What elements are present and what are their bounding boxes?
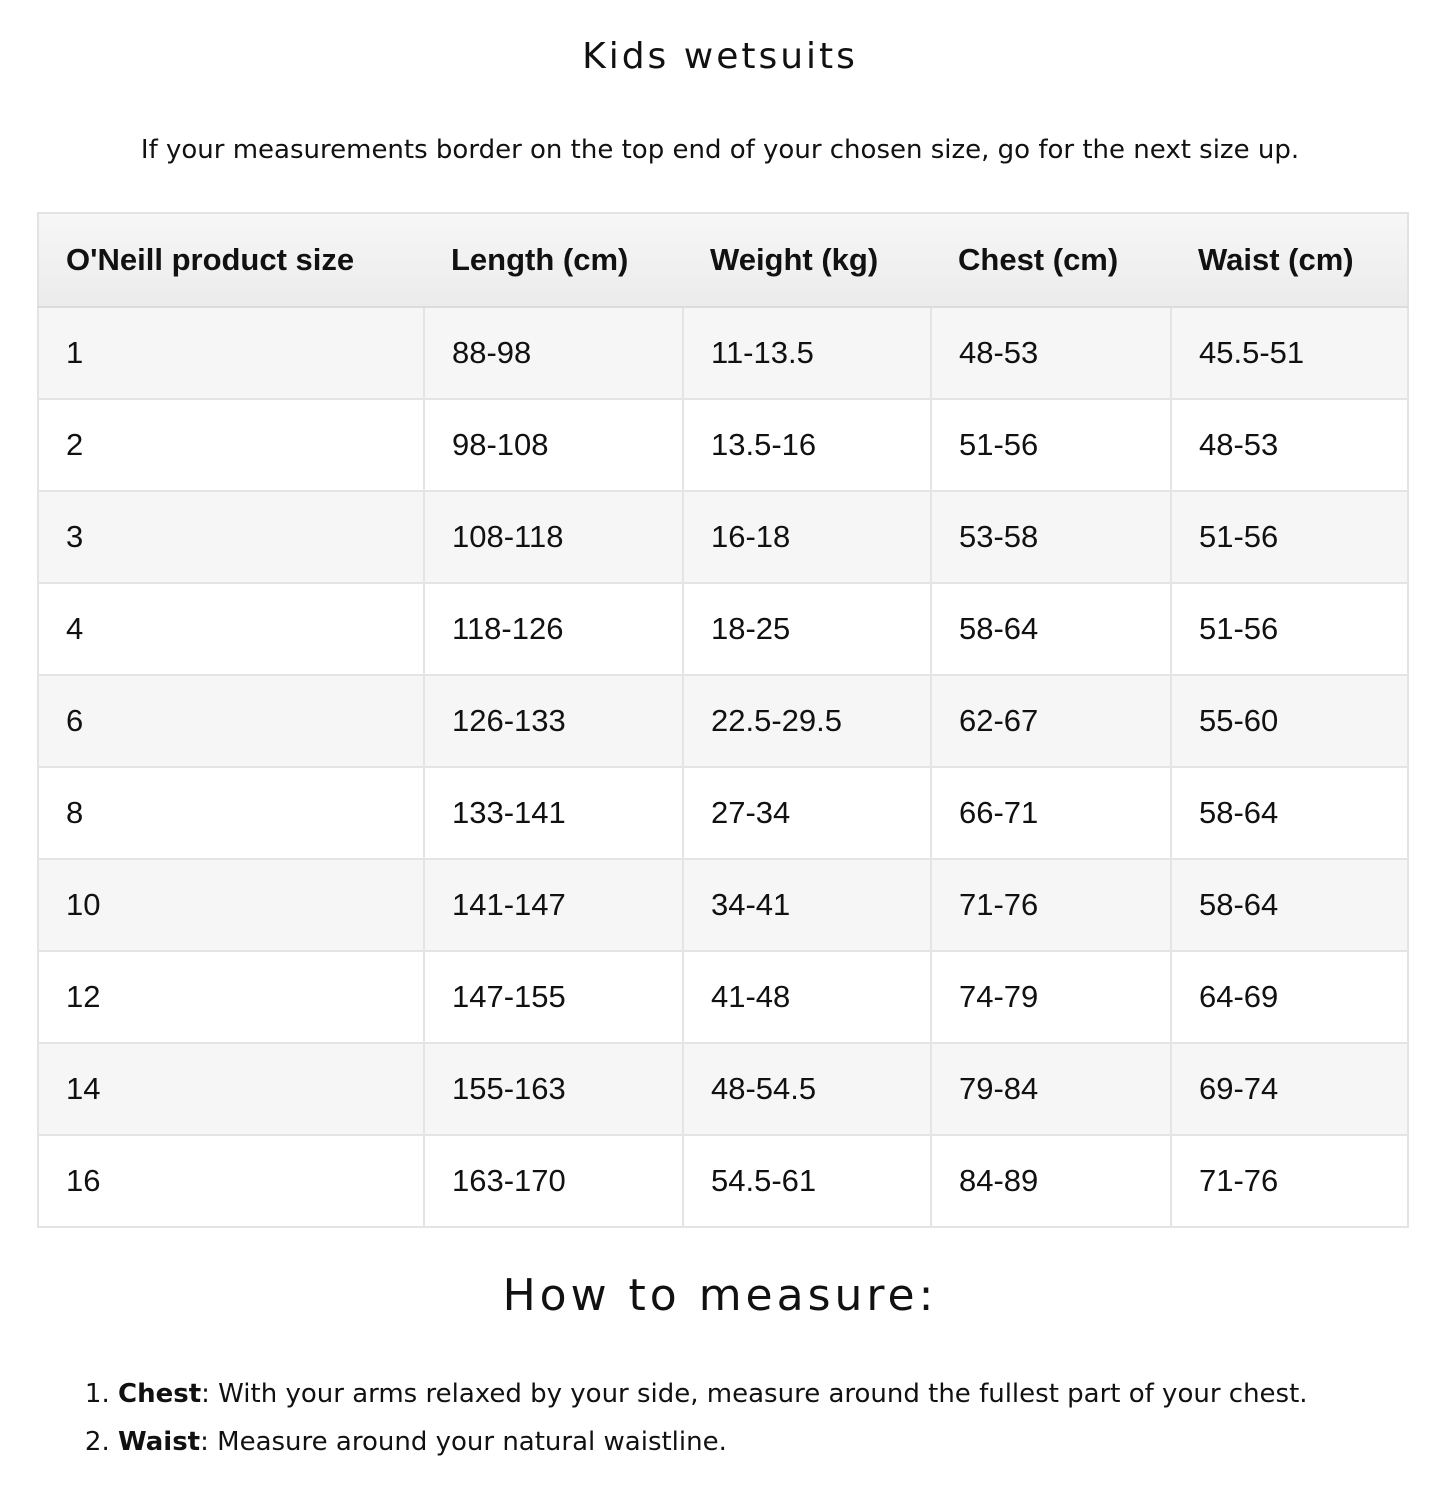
cell-length: 126-133: [424, 675, 683, 767]
cell-waist: 69-74: [1171, 1043, 1408, 1135]
cell-size: 4: [38, 583, 424, 675]
cell-size: 6: [38, 675, 424, 767]
page-title: Kids wetsuits: [582, 36, 858, 77]
size-chart-table: [37, 212, 1409, 1228]
measurement-instructions-list: [0, 1370, 1418, 1466]
cell-chest: 84-89: [931, 1135, 1171, 1227]
cell-size: 8: [38, 767, 424, 859]
cell-chest: 53-58: [931, 491, 1171, 583]
cell-length: 88-98: [424, 307, 683, 399]
size-advice-text: If your measurements border on the top end of your chosen size, go for the next size up.: [140, 135, 1300, 165]
cell-length: 141-147: [424, 859, 683, 951]
table-row: [38, 675, 1408, 767]
cell-size: 10: [38, 859, 424, 951]
cell-length: 133-141: [424, 767, 683, 859]
table-row: [38, 1135, 1408, 1227]
column-header-chest: Chest (cm): [931, 213, 1171, 307]
cell-waist: 55-60: [1171, 675, 1408, 767]
cell-weight: 16-18: [683, 491, 931, 583]
cell-chest: 51-56: [931, 399, 1171, 491]
table-row: [38, 767, 1408, 859]
cell-length: 118-126: [424, 583, 683, 675]
cell-size: 3: [38, 491, 424, 583]
cell-chest: 62-67: [931, 675, 1171, 767]
cell-chest: 71-76: [931, 859, 1171, 951]
cell-size: 1: [38, 307, 424, 399]
column-header-waist: Waist (cm): [1171, 213, 1408, 307]
cell-waist: 45.5-51: [1171, 307, 1408, 399]
cell-chest: 79-84: [931, 1043, 1171, 1135]
table-row: [38, 859, 1408, 951]
column-header-length: Length (cm): [424, 213, 683, 307]
cell-weight: 41-48: [683, 951, 931, 1043]
cell-chest: 58-64: [931, 583, 1171, 675]
cell-weight: 27-34: [683, 767, 931, 859]
table-row: [38, 399, 1408, 491]
cell-chest: 74-79: [931, 951, 1171, 1043]
cell-waist: 71-76: [1171, 1135, 1408, 1227]
cell-size: 2: [38, 399, 424, 491]
cell-length: 163-170: [424, 1135, 683, 1227]
cell-chest: 48-53: [931, 307, 1171, 399]
table-header-row: [38, 213, 1408, 307]
cell-weight: 54.5-61: [683, 1135, 931, 1227]
chest-instruction: : With your arms relaxed by your side, measure around the fullest part of your chest.: [201, 1379, 1308, 1409]
cell-weight: 13.5-16: [683, 399, 931, 491]
cell-waist: 48-53: [1171, 399, 1408, 491]
waist-term: Waist: [118, 1427, 201, 1457]
cell-weight: 34-41: [683, 859, 931, 951]
table-row: [38, 1043, 1408, 1135]
column-header-weight: Weight (kg): [683, 213, 931, 307]
table-row: [38, 951, 1408, 1043]
cell-weight: 48-54.5: [683, 1043, 931, 1135]
list-item-chest: [118, 1370, 1418, 1418]
column-header-size: O'Neill product size: [38, 213, 424, 307]
cell-weight: 18-25: [683, 583, 931, 675]
cell-weight: 11-13.5: [683, 307, 931, 399]
cell-size: 16: [38, 1135, 424, 1227]
chest-term: Chest: [118, 1379, 202, 1409]
cell-size: 14: [38, 1043, 424, 1135]
cell-weight: 22.5-29.5: [683, 675, 931, 767]
cell-length: 147-155: [424, 951, 683, 1043]
list-item-waist: [118, 1418, 1418, 1466]
table-row: [38, 583, 1408, 675]
cell-length: 108-118: [424, 491, 683, 583]
how-to-measure-heading: How to measure:: [502, 1270, 938, 1321]
cell-waist: 58-64: [1171, 859, 1408, 951]
cell-waist: 64-69: [1171, 951, 1408, 1043]
table-row: [38, 307, 1408, 399]
cell-waist: 58-64: [1171, 767, 1408, 859]
table-row: [38, 491, 1408, 583]
cell-size: 12: [38, 951, 424, 1043]
cell-waist: 51-56: [1171, 583, 1408, 675]
cell-length: 98-108: [424, 399, 683, 491]
cell-chest: 66-71: [931, 767, 1171, 859]
cell-length: 155-163: [424, 1043, 683, 1135]
cell-waist: 51-56: [1171, 491, 1408, 583]
waist-instruction: : Measure around your natural waistline.: [200, 1427, 727, 1457]
